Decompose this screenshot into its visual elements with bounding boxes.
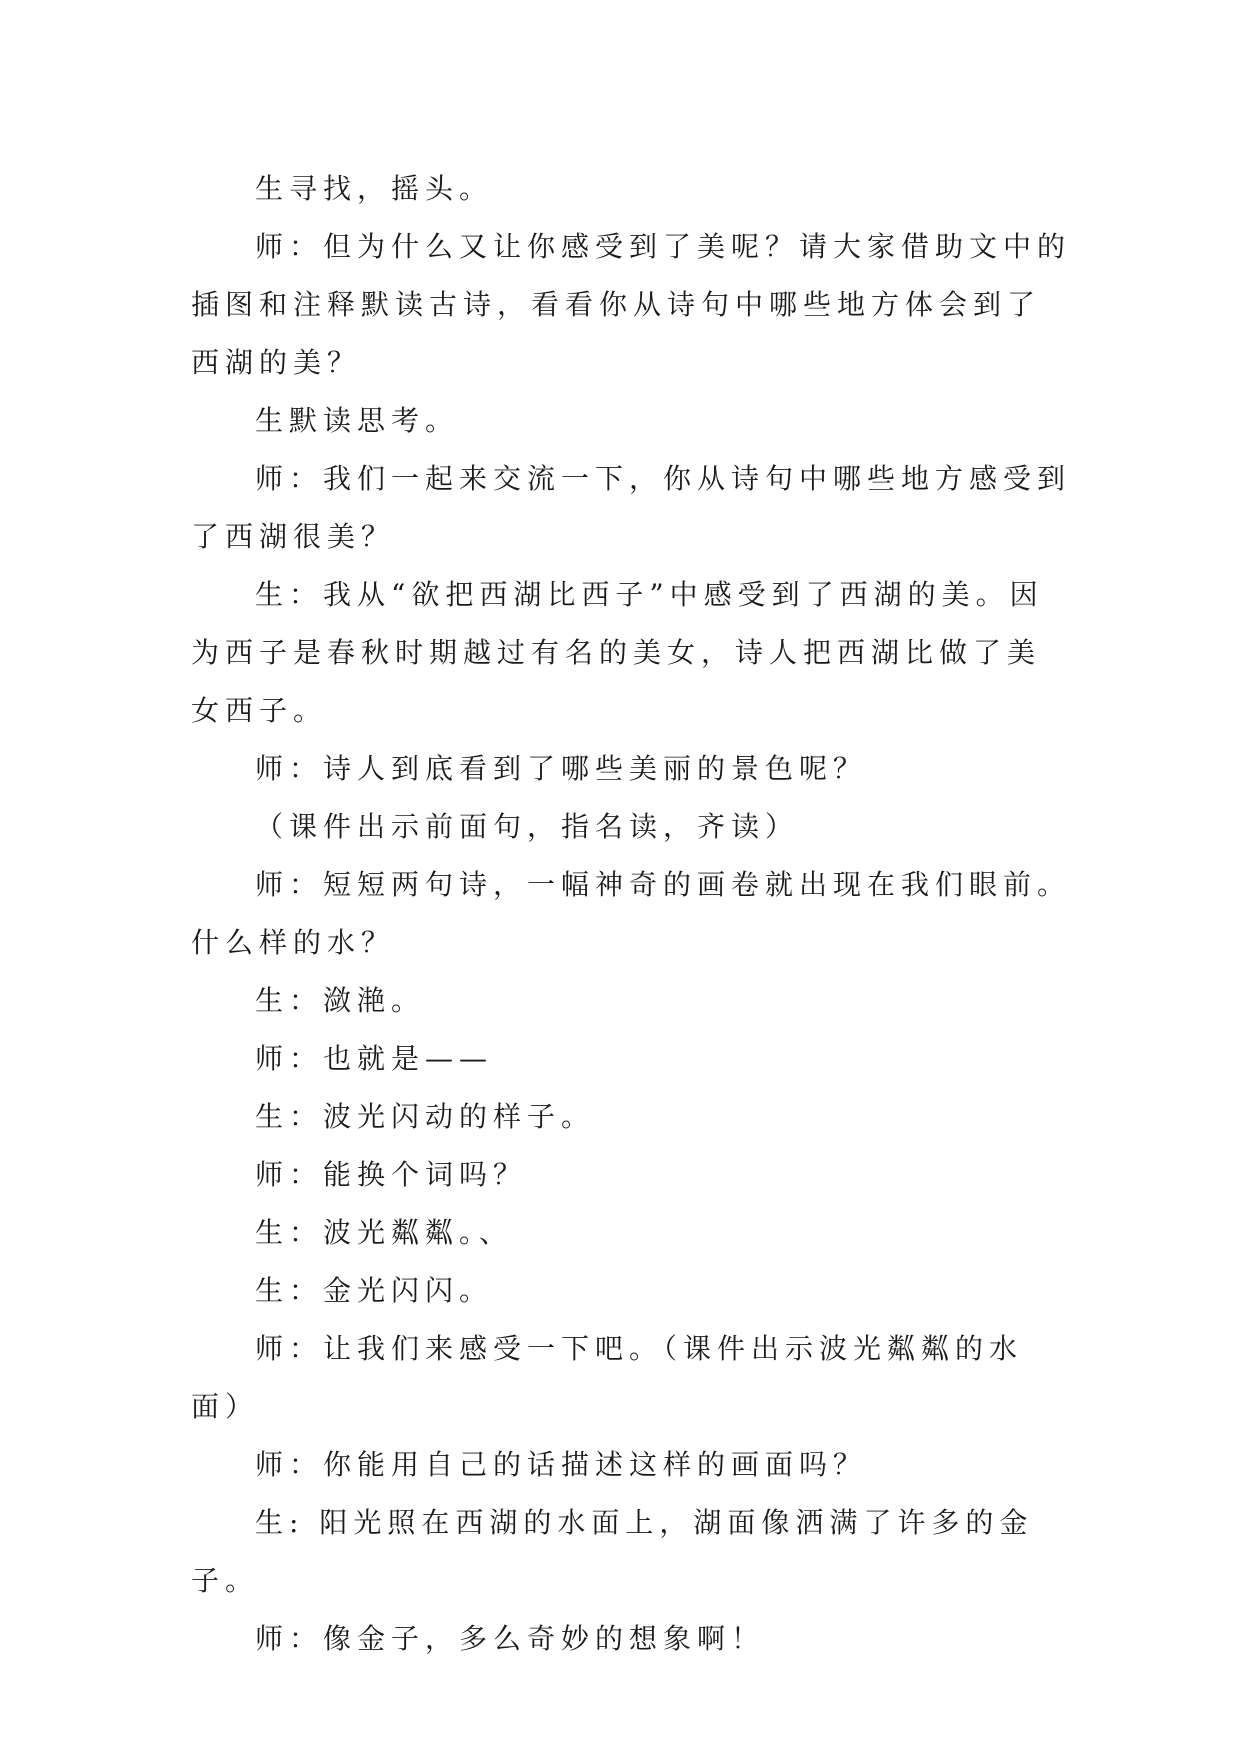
paragraph: 师：也就是—— <box>255 1042 494 1075</box>
paragraph: 师：但为什么又让你感受到了美呢？请大家借助文中的插图和注释默读古诗，看看你从诗句中哪些地方体会到了西湖的美？ <box>191 230 1072 379</box>
paragraph: 师：像金子，多么奇妙的想象啊！ <box>255 1622 766 1655</box>
paragraph: 生：波光粼粼。、 <box>255 1216 514 1249</box>
paragraph: 师：让我们来感受一下吧。（课件出示波光粼粼的水面） <box>191 1332 1024 1423</box>
paragraph: 师：能换个词吗？ <box>255 1158 528 1191</box>
paragraph: 师：诗人到底看到了哪些美丽的景色呢？ <box>255 752 868 785</box>
paragraph: （课件出示前面句，指名读，齐读） <box>255 810 800 843</box>
paragraph: 生默读思考。 <box>255 404 460 437</box>
paragraph: 生寻找，摇头。 <box>255 172 494 205</box>
paragraph: 师：我们一起来交流一下，你从诗句中哪些地方感受到了西湖很美？ <box>191 462 1072 553</box>
paragraph: 师：你能用自己的话描述这样的画面吗？ <box>255 1448 868 1481</box>
paragraph: 生：潋滟。 <box>255 984 426 1017</box>
paragraph: 生：金光闪闪。 <box>255 1274 494 1307</box>
paragraph: 师：短短两句诗，一幅神奇的画卷就出现在我们眼前。什么样的水？ <box>191 868 1072 959</box>
paragraph: 生：波光闪动的样子。 <box>255 1100 596 1133</box>
paragraph: 生: 阳光照在西湖的水面上，湖面像洒满了许多的金子。 <box>191 1506 1034 1597</box>
paragraph: 生：我从“欲把西湖比西子”中感受到了西湖的美。因为西子是春秋时期越过有名的美女，诗人把西湖比做了美女西子。 <box>191 578 1044 727</box>
document-body <box>191 160 1071 1668</box>
